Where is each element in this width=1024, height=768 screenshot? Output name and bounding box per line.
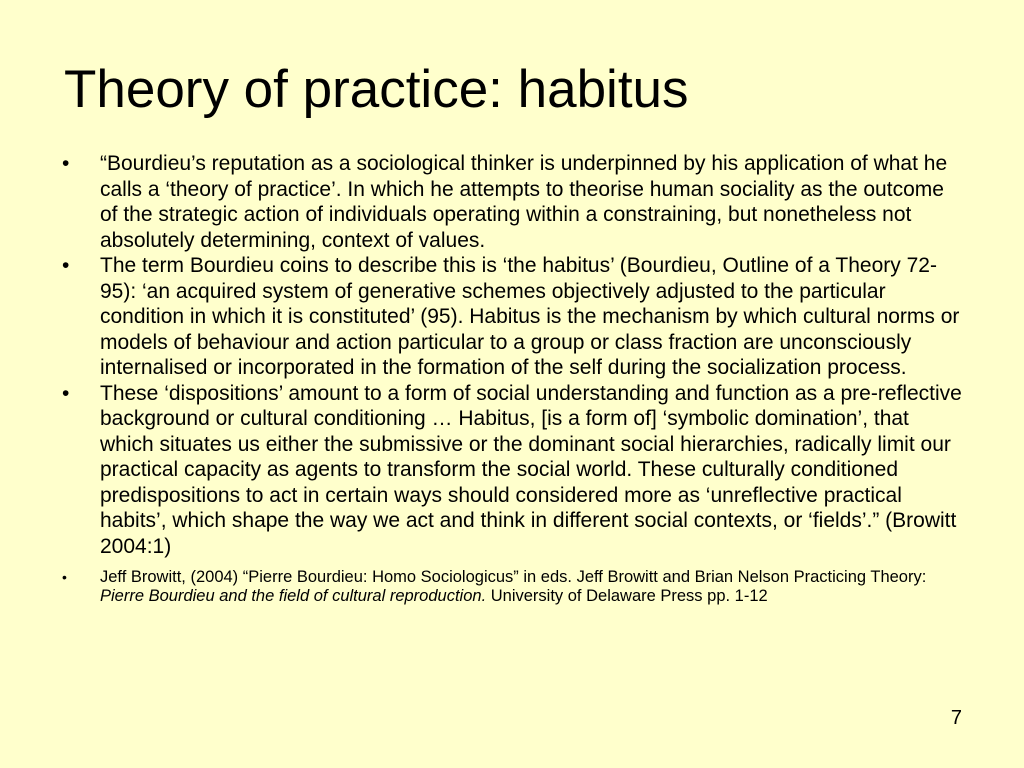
reference-suffix: University of Delaware Press pp. 1-12 — [486, 586, 768, 605]
page-number: 7 — [950, 707, 962, 729]
bullet-icon: • — [62, 254, 70, 277]
bullet-icon: • — [62, 569, 67, 585]
slide-title: Theory of practice: habitus — [64, 60, 689, 119]
bullet-text: “Bourdieu’s reputation as a sociological thinker is underpinned by his application of what he calls a ‘theory of practice’. In which he attempts to theorise human sociality as the outcome of the strategic action of individuals operating within a constraining, but nonetheless not absolutely determining, context of values. — [100, 152, 948, 252]
reference-text — [100, 568, 926, 605]
bullet-item-1 — [0, 151, 966, 253]
bullet-list — [0, 151, 1024, 605]
reference-book-title: Pierre Bourdieu and the field of cultural reproduction. — [100, 586, 487, 605]
bullet-item-2 — [0, 253, 966, 381]
bullet-icon: • — [62, 381, 70, 405]
bullet-text: These ‘dispositions’ amount to a form of social understanding and function as a pre-reflective background or cultural conditioning … Habitus, [is a form of] ‘symbolic domination’, that which situates us either the submissive or the dominant social hierarchies, radically limit our practical capacity as agents to transform the social world. These culturally conditioned predispositions to act in certain ways should considered more as ‘unreflective practical habits’, which shape the way we act and think in different social contexts, or ‘fields’.” (Browitt 2004:1) — [100, 381, 962, 558]
bullet-item-3 — [0, 381, 966, 560]
reference-prefix: Jeff Browitt, (2004) “Pierre Bourdieu: Homo Sociologicus” in eds. Jeff Browitt and Brian Nelson Practicing Theory: — [100, 568, 927, 586]
bullet-text: The term Bourdieu coins to describe this is ‘the habitus’ (Bourdieu, Outline of a Theory 72-95): ‘an acquired system of generative schemes objectively adjusted to the particular condition in which it is constituted’ (95). Habitus is the mechanism by which cultural norms or models of behaviour and action particular to a group or class fraction are unconsciously internalised or incorporated in the formation of the self during the socialization process. — [100, 254, 960, 379]
reference-item — [0, 568, 966, 605]
bullet-icon: • — [62, 152, 70, 175]
